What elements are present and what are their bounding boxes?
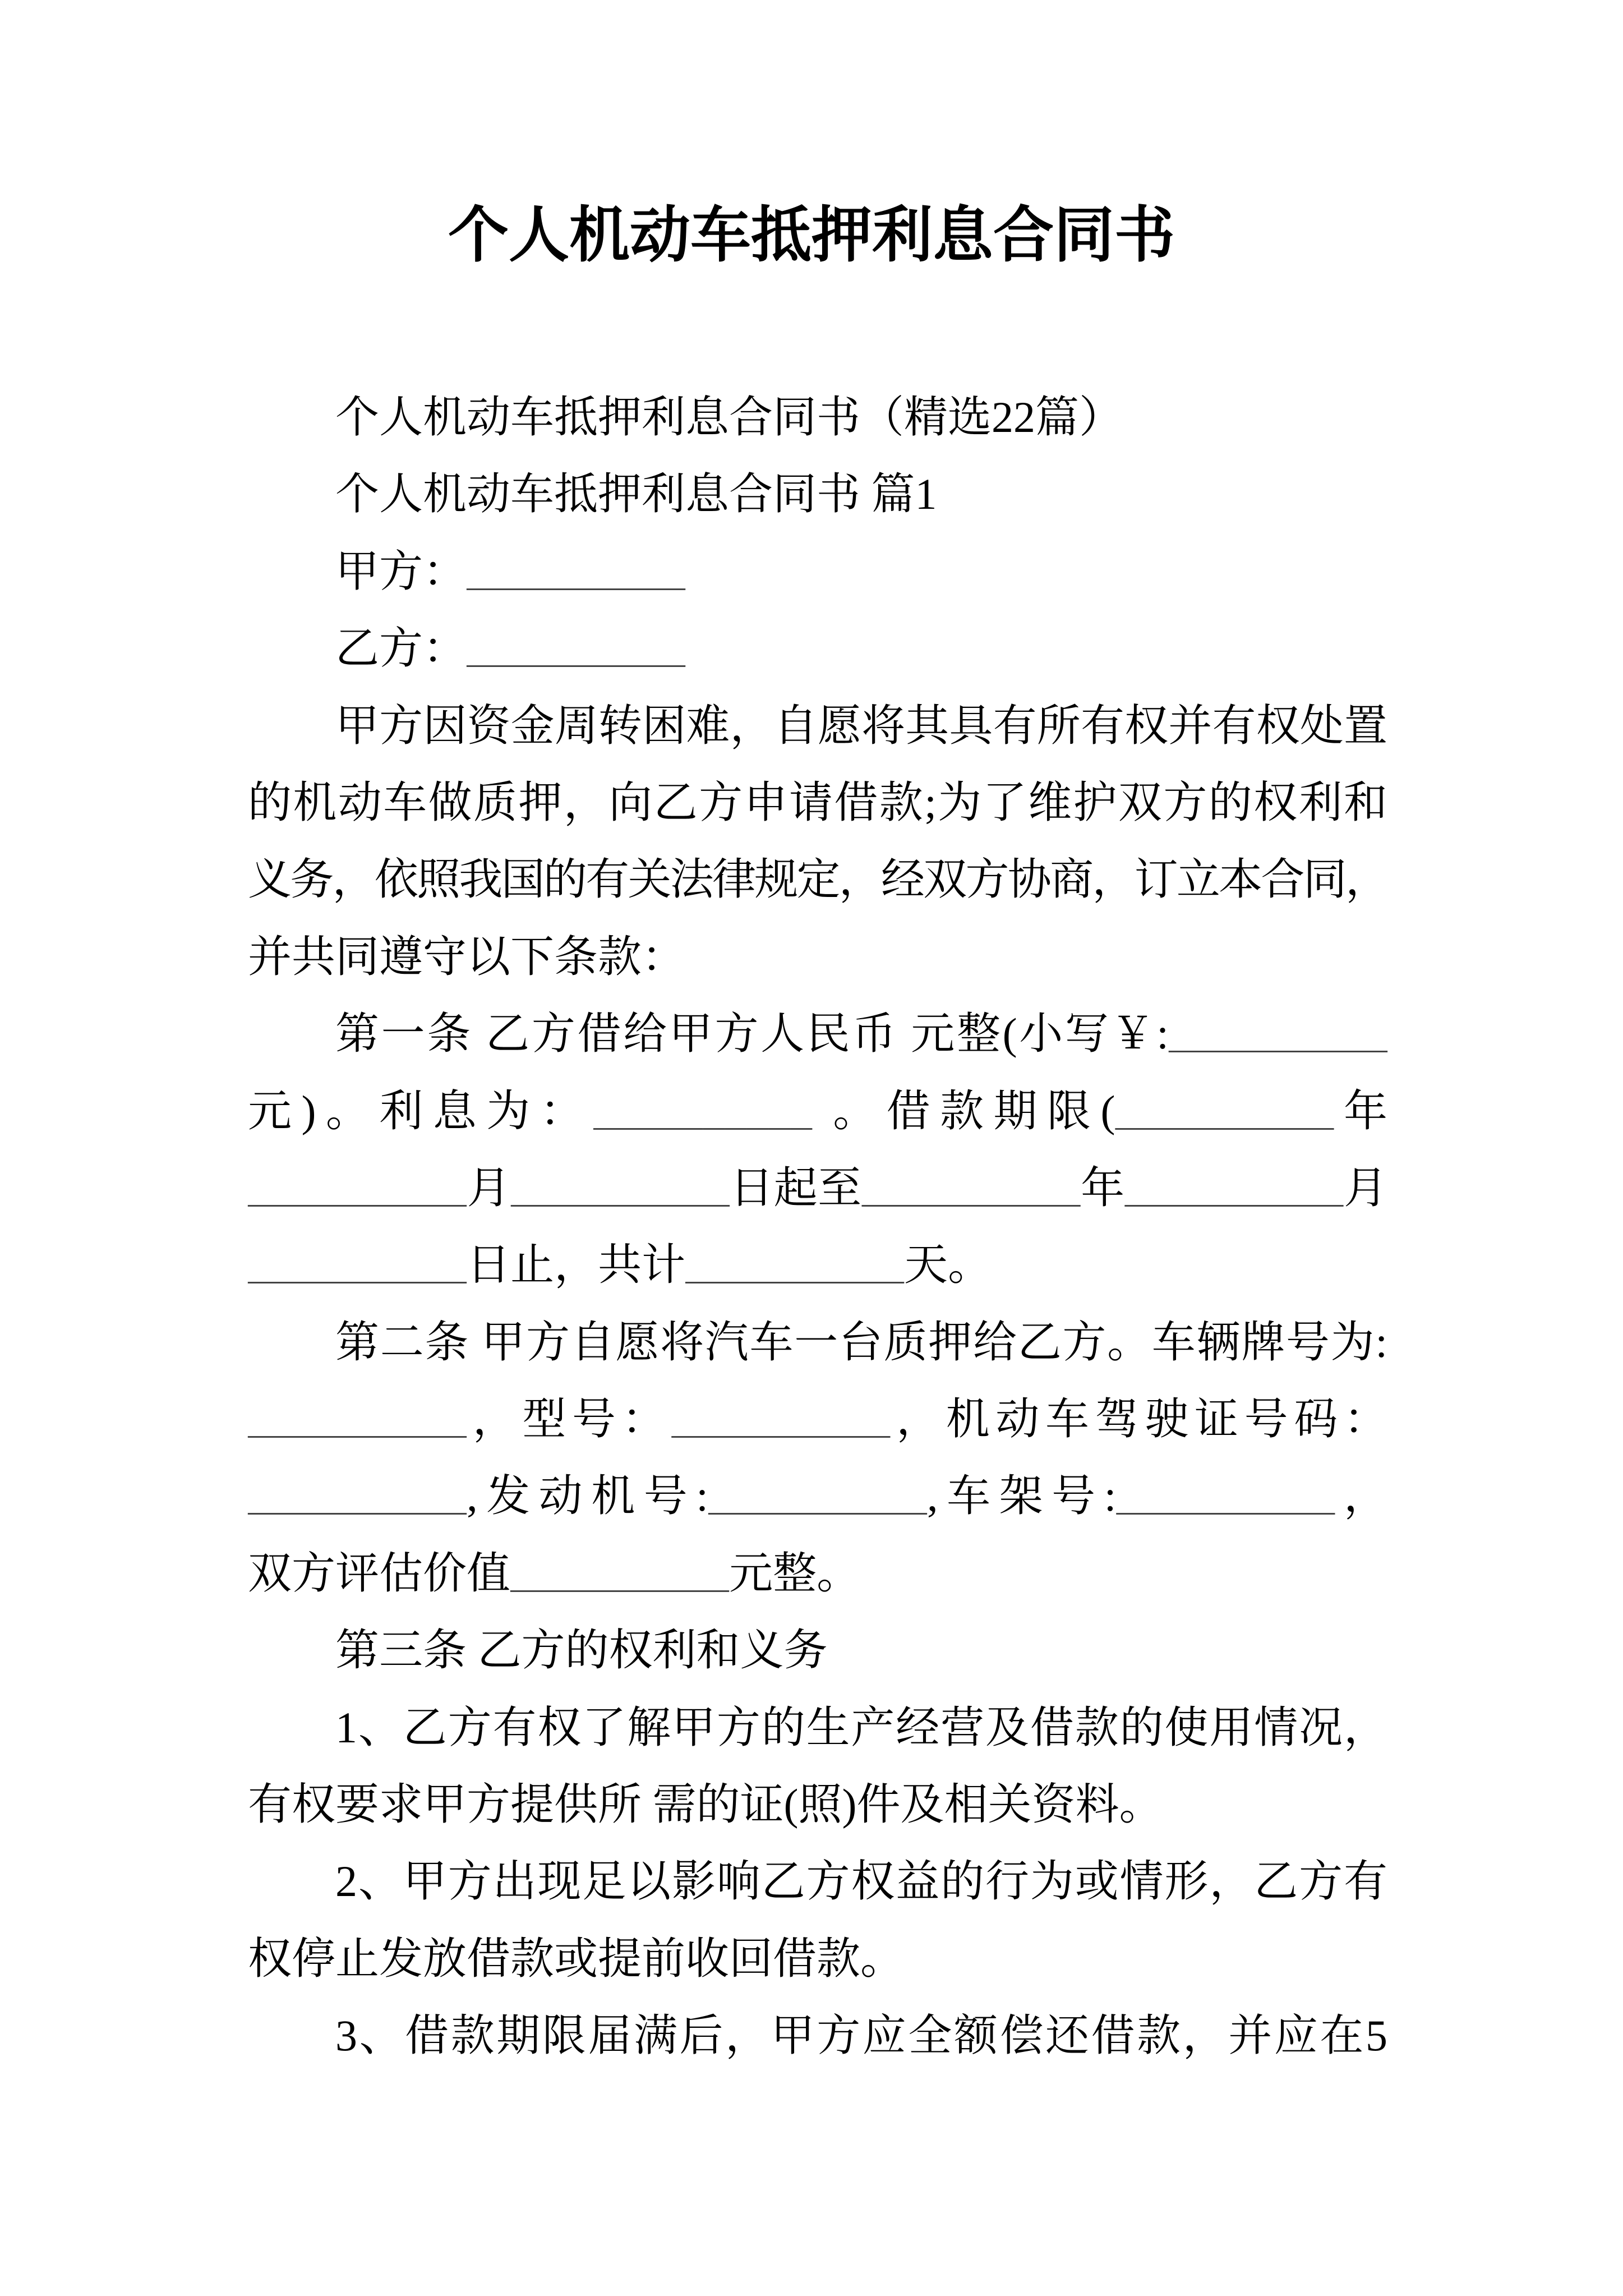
blank-field: __________ — [1116, 1480, 1335, 1522]
clause-1-line: 元)。利息为：__________ 。借款期限(__________年 — [248, 1086, 1387, 1137]
clause-3-item-2 — [248, 1843, 1387, 1997]
party-a-line: 甲方：__________ — [335, 546, 686, 597]
clause-1-paragraph — [248, 995, 1387, 1304]
clause-2-line: __________，型号：__________，机动车驾驶证号码： — [248, 1395, 1387, 1446]
blank-field: __________ — [1168, 1018, 1387, 1060]
article-title-line: 个人机动车抵押利息合同书 篇1 — [335, 470, 937, 519]
clause-2-line: 第二条 甲方自愿将汽车一台质押给乙方。车辆牌号为: — [335, 1317, 1387, 1366]
blank-field: __________ — [248, 1404, 467, 1446]
blank-field: __________ — [1124, 1172, 1344, 1214]
clause-3-item-3 — [248, 1997, 1387, 2074]
blank-field: __________ — [1115, 1095, 1334, 1137]
blank-field: __________ — [671, 1404, 891, 1446]
clause-3-item-1 — [248, 1689, 1387, 1843]
clause-2-line: 双方评估价值__________元整。 — [248, 1548, 861, 1599]
clause-3-item-1-line: 1、乙方有权了解甲方的生产经营及借款的使用情况， — [335, 1703, 1387, 1752]
blank-field: __________ — [248, 1172, 467, 1214]
document-body — [248, 379, 1387, 2074]
clause-3-heading: 第三条 乙方的权利和义务 — [335, 1626, 828, 1675]
blank-field: __________ — [467, 633, 686, 675]
blank-field: __________ — [510, 1557, 730, 1599]
document-title: 个人机动车抵押利息合同书 — [448, 203, 1175, 269]
clause-1-line: __________月__________日起至__________年__________月 — [248, 1163, 1387, 1214]
clause-3-item-2-line: 2、甲方出现足以影响乙方权益的行为或情形，乙方有 — [335, 1857, 1387, 1906]
preamble-line: 甲方因资金周转困难，自愿将其具有所有权并有权处置 — [335, 701, 1387, 750]
preamble-line: 义务，依照我国的有关法律规定，经双方协商，订立本合同， — [248, 855, 1387, 904]
clause-2-paragraph — [248, 1304, 1387, 1612]
clause-1-line: __________日止，共计__________天。 — [248, 1240, 992, 1291]
party-b-line: 乙方：__________ — [335, 624, 686, 675]
blank-field: __________ — [248, 1480, 467, 1522]
blank-field: __________ — [510, 1172, 730, 1214]
clause-2-line: __________,发动机号:__________,车架号:__________， — [248, 1471, 1387, 1522]
blank-field: __________ — [248, 1249, 467, 1291]
clause-3-item-3-line: 3、借款期限届满后，甲方应全额偿还借款，并应在5 — [335, 2011, 1387, 2060]
collection-title-line: 个人机动车抵押利息合同书（精选22篇） — [335, 393, 1123, 441]
clause-1-line: 第一条 乙方借给甲方人民币 元整(小写￥:__________ — [335, 1009, 1387, 1060]
blank-field: __________ — [593, 1095, 813, 1137]
preamble-line: 并共同遵守以下条款： — [248, 932, 686, 981]
blank-field: __________ — [467, 555, 686, 597]
preamble-paragraph — [248, 687, 1387, 996]
clause-3-item-1-line: 有权要求甲方提供所 需的证(照)件及相关资料。 — [248, 1780, 1163, 1829]
clause-3-item-2-line: 权停止发放借款或提前收回借款。 — [248, 1934, 905, 1983]
blank-field: __________ — [708, 1480, 928, 1522]
preamble-line: 的机动车做质押，向乙方申请借款;为了维护双方的权利和 — [248, 777, 1387, 827]
blank-field: __________ — [685, 1249, 905, 1291]
blank-field: __________ — [861, 1172, 1081, 1214]
